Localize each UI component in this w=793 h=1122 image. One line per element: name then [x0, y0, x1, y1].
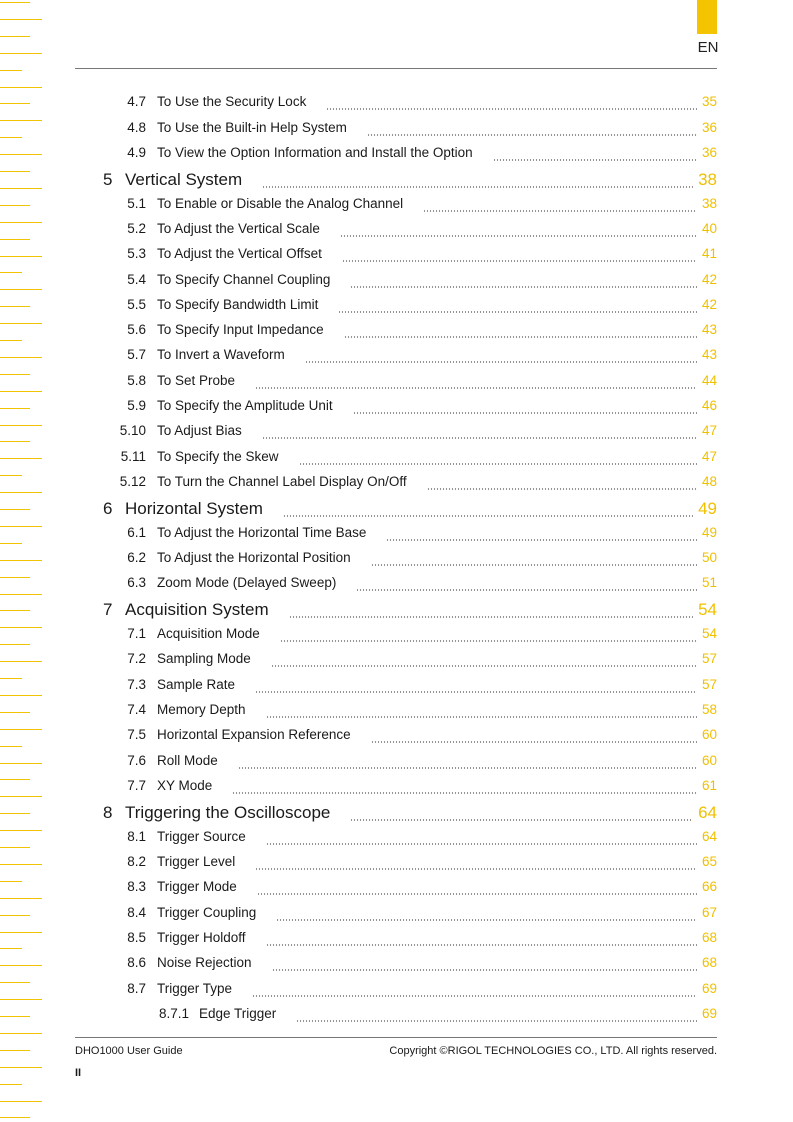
toc-entry-number: 8.6 [127, 955, 146, 970]
toc-entry-title: Noise Rejection [157, 955, 252, 970]
toc-entry[interactable] [0, 170, 793, 190]
toc-entry-title: To Specify Bandwidth Limit [157, 297, 319, 312]
toc-entry-number: 7.4 [127, 702, 146, 717]
toc-entry-page: 46 [701, 398, 717, 413]
edge-index-mark [0, 1033, 42, 1034]
toc-entry-title: To Adjust the Horizontal Position [157, 550, 351, 565]
toc-entry-page: 49 [701, 525, 717, 540]
toc-entry-page: 69 [701, 1006, 717, 1021]
edge-index-mark [0, 1101, 42, 1102]
toc-entry[interactable] [0, 829, 793, 849]
toc-entry-number: 5.2 [127, 221, 146, 236]
toc-entry[interactable] [0, 499, 793, 519]
page-number: II [75, 1067, 82, 1079]
toc-leader-dots [255, 691, 697, 693]
toc-entry-number: 5.1 [127, 196, 146, 211]
toc-entry[interactable] [0, 854, 793, 874]
toc-entry-title: To Use the Built-in Help System [157, 120, 347, 135]
toc-entry-page: 69 [701, 981, 717, 996]
toc-entry-number: 5 [103, 170, 113, 189]
toc-entry-number: 5.3 [127, 246, 146, 261]
toc-entry-page: 60 [701, 727, 717, 742]
toc-entry-number: 7.2 [127, 651, 146, 666]
edge-index-mark [0, 2, 30, 3]
toc-entry-number: 8.5 [127, 930, 146, 945]
toc-leader-dots [371, 564, 697, 566]
toc-leader-dots [255, 387, 697, 389]
toc-entry-title: Sample Rate [157, 677, 236, 692]
toc-entry-page: 67 [701, 905, 717, 920]
toc-entry[interactable] [0, 575, 793, 595]
toc-entry-title: To Turn the Channel Label Display On/Off [157, 474, 407, 489]
toc-entry-number: 5.11 [120, 449, 146, 464]
toc-entry[interactable] [0, 423, 793, 443]
toc-entry-number: 5.10 [119, 423, 146, 438]
toc-entry[interactable] [0, 778, 793, 798]
toc-entry-page: 35 [701, 94, 717, 109]
toc-entry[interactable] [0, 221, 793, 241]
toc-entry-title: To Invert a Waveform [157, 347, 285, 362]
edge-index-mark [0, 1117, 30, 1118]
toc-entry-number: 7 [103, 600, 113, 619]
toc-entry-page: 38 [698, 170, 717, 189]
edge-index-mark [0, 70, 22, 71]
toc-entry[interactable] [0, 930, 793, 950]
toc-entry-number: 8.4 [127, 905, 146, 920]
toc-entry-page: 47 [701, 449, 717, 464]
toc-entry-page: 50 [701, 550, 717, 565]
toc-entry-number: 7.6 [127, 753, 146, 768]
toc-entry-number: 6 [103, 499, 113, 518]
toc-leader-dots [272, 969, 697, 971]
toc-entry-number: 4.9 [127, 145, 146, 160]
toc-entry-number: 7.7 [127, 778, 146, 793]
toc-entry-page: 64 [701, 829, 717, 844]
toc-entry[interactable] [0, 753, 793, 773]
toc-entry-page: 42 [701, 297, 717, 312]
toc-entry-number: 8.3 [127, 879, 146, 894]
toc-entry[interactable] [0, 981, 793, 1001]
toc-entry-number: 4.8 [127, 120, 146, 135]
toc-entry-number: 8.2 [127, 854, 146, 869]
toc-entry[interactable] [0, 702, 793, 722]
toc-entry-page: 41 [701, 246, 717, 261]
toc-leader-dots [266, 716, 697, 718]
toc-entry-title: To Adjust the Vertical Offset [157, 246, 322, 261]
toc-entry[interactable] [0, 196, 793, 216]
toc-entry-page: 58 [701, 702, 717, 717]
toc-leader-dots [367, 134, 697, 136]
toc-entry-title: To Adjust Bias [157, 423, 242, 438]
toc-leader-dots [299, 463, 697, 465]
toc-entry[interactable] [0, 347, 793, 367]
toc-entry-page: 47 [701, 423, 717, 438]
toc-entry-page: 61 [701, 778, 717, 793]
toc-entry-title: Trigger Level [157, 854, 236, 869]
edge-index-mark [0, 19, 42, 20]
toc-leader-dots [305, 361, 697, 363]
toc-entry-title: XY Mode [157, 778, 213, 793]
edge-index-mark [0, 1050, 30, 1051]
edge-index-mark [0, 1084, 22, 1085]
toc-entry-title: Vertical System [125, 170, 243, 189]
toc-entry[interactable] [0, 272, 793, 292]
toc-entry[interactable] [0, 600, 793, 620]
toc-entry-number: 7.5 [127, 727, 146, 742]
toc-entry-title: To Adjust the Horizontal Time Base [157, 525, 367, 540]
toc-leader-dots [356, 589, 697, 591]
toc-entry-page: 48 [701, 474, 717, 489]
toc-leader-dots [427, 488, 697, 490]
toc-entry-number: 8.7 [127, 981, 146, 996]
toc-leader-dots [266, 944, 697, 946]
toc-entry-page: 51 [701, 575, 717, 590]
toc-entry-title: To Specify the Skew [157, 449, 279, 464]
toc-entry[interactable] [0, 449, 793, 469]
edge-index-mark [0, 36, 30, 37]
toc-entry-page: 38 [701, 196, 717, 211]
toc-entry-page: 54 [701, 626, 717, 641]
toc-leader-dots [344, 336, 697, 338]
toc-leader-dots [271, 665, 697, 667]
toc-entry-number: 5.12 [119, 474, 146, 489]
toc-entry-title: Horizontal Expansion Reference [157, 727, 351, 742]
toc-entry-title: Acquisition Mode [157, 626, 260, 641]
toc-leader-dots [262, 437, 697, 439]
toc-entry-page: 66 [701, 879, 717, 894]
toc-entry[interactable] [0, 373, 793, 393]
toc-leader-dots [342, 260, 697, 262]
toc-entry-page: 40 [701, 221, 717, 236]
toc-leader-dots [289, 616, 693, 618]
toc-entry-page: 43 [701, 347, 717, 362]
toc-entry-title: Zoom Mode (Delayed Sweep) [157, 575, 337, 590]
toc-entry-title: Acquisition System [125, 600, 269, 619]
toc-entry[interactable] [0, 651, 793, 671]
edge-index-mark [0, 1067, 42, 1068]
toc-entry-title: Trigger Source [157, 829, 246, 844]
footer-document-title: DHO1000 User Guide [75, 1045, 183, 1057]
toc-entry-title: Memory Depth [157, 702, 246, 717]
toc-entry-page: 57 [701, 651, 717, 666]
toc-entry-page: 42 [701, 272, 717, 287]
toc-leader-dots [252, 995, 697, 997]
toc-entry-page: 36 [701, 120, 717, 135]
toc-entry[interactable] [0, 803, 793, 823]
toc-leader-dots [493, 159, 697, 161]
toc-entry-page: 43 [701, 322, 717, 337]
toc-entry-number: 4.7 [127, 94, 146, 109]
language-tab-marker [697, 0, 717, 34]
toc-entry[interactable] [0, 1006, 793, 1026]
toc-entry-page: 49 [698, 499, 717, 518]
toc-leader-dots [371, 741, 697, 743]
toc-leader-dots [423, 210, 697, 212]
toc-entry[interactable] [0, 474, 793, 494]
toc-entry-title: Sampling Mode [157, 651, 251, 666]
toc-entry-title: Roll Mode [157, 753, 218, 768]
header-rule [75, 68, 717, 69]
toc-entry-page: 68 [701, 955, 717, 970]
toc-entry-page: 68 [701, 930, 717, 945]
toc-entry-number: 5.4 [127, 272, 146, 287]
toc-entry[interactable] [0, 297, 793, 317]
toc-entry-page: 65 [701, 854, 717, 869]
toc-leader-dots [276, 919, 697, 921]
footer-copyright: Copyright ©RIGOL TECHNOLOGIES CO., LTD. All rights reserved. [389, 1045, 717, 1057]
toc-entry-page: 60 [701, 753, 717, 768]
toc-entry-title: To Specify the Amplitude Unit [157, 398, 333, 413]
toc-entry-title: To Use the Security Lock [157, 94, 307, 109]
toc-entry-number: 6.2 [127, 550, 146, 565]
toc-entry-number: 8.7.1 [159, 1006, 190, 1021]
toc-entry-title: Trigger Mode [157, 879, 237, 894]
toc-leader-dots [262, 186, 693, 188]
toc-entry-title: Trigger Type [157, 981, 233, 996]
toc-leader-dots [353, 412, 697, 414]
toc-leader-dots [266, 843, 697, 845]
edge-index-mark [0, 87, 42, 88]
toc-entry-title: Edge Trigger [199, 1006, 277, 1021]
toc-entry-title: To Adjust the Vertical Scale [157, 221, 320, 236]
toc-entry[interactable] [0, 879, 793, 899]
language-label: EN [697, 39, 719, 56]
toc-leader-dots [296, 1020, 697, 1022]
toc-leader-dots [350, 286, 697, 288]
toc-entry[interactable] [0, 955, 793, 975]
toc-leader-dots [238, 767, 697, 769]
toc-entry[interactable] [0, 525, 793, 545]
toc-entry-title: Horizontal System [125, 499, 263, 518]
toc-entry-title: Trigger Coupling [157, 905, 257, 920]
toc-entry[interactable] [0, 145, 793, 165]
toc-entry-title: To View the Option Information and Install the Option [157, 145, 473, 160]
toc-entry-title: To Specify Input Impedance [157, 322, 324, 337]
toc-entry-number: 5.8 [127, 373, 146, 388]
toc-leader-dots [255, 868, 697, 870]
footer-rule [75, 1037, 717, 1038]
toc-entry-number: 7.1 [127, 626, 146, 641]
toc-entry-number: 5.9 [127, 398, 146, 413]
toc-entry-title: Trigger Holdoff [157, 930, 246, 945]
toc-entry-number: 5.6 [127, 322, 146, 337]
toc-leader-dots [338, 311, 697, 313]
toc-leader-dots [386, 539, 697, 541]
toc-entry-page: 57 [701, 677, 717, 692]
toc-entry-page: 54 [698, 600, 717, 619]
toc-entry-number: 8 [103, 803, 113, 822]
toc-entry[interactable] [0, 677, 793, 697]
toc-entry-number: 6.1 [127, 525, 146, 540]
toc-leader-dots [340, 235, 697, 237]
toc-entry[interactable] [0, 398, 793, 418]
toc-entry-number: 6.3 [127, 575, 146, 590]
toc-entry[interactable] [0, 322, 793, 342]
toc-entry-number: 7.3 [127, 677, 146, 692]
toc-entry-number: 5.5 [127, 297, 146, 312]
toc-entry[interactable] [0, 905, 793, 925]
toc-leader-dots [326, 108, 697, 110]
toc-entry[interactable] [0, 626, 793, 646]
toc-entry-title: To Specify Channel Coupling [157, 272, 331, 287]
toc-entry[interactable] [0, 94, 793, 114]
toc-entry-title: To Enable or Disable the Analog Channel [157, 196, 404, 211]
toc-entry-number: 5.7 [127, 347, 146, 362]
toc-entry[interactable] [0, 120, 793, 140]
toc-entry[interactable] [0, 550, 793, 570]
toc-entry[interactable] [0, 727, 793, 747]
toc-leader-dots [257, 893, 697, 895]
toc-leader-dots [350, 819, 693, 821]
toc-entry-title: Triggering the Oscilloscope [125, 803, 331, 822]
toc-entry-number: 8.1 [127, 829, 146, 844]
toc-entry-page: 44 [701, 373, 717, 388]
toc-leader-dots [232, 792, 697, 794]
toc-entry-page: 64 [698, 803, 717, 822]
toc-entry[interactable] [0, 246, 793, 266]
toc-leader-dots [283, 515, 693, 517]
toc-leader-dots [280, 640, 697, 642]
toc-entry-title: To Set Probe [157, 373, 236, 388]
toc-entry-page: 36 [701, 145, 717, 160]
edge-index-mark [0, 53, 42, 54]
